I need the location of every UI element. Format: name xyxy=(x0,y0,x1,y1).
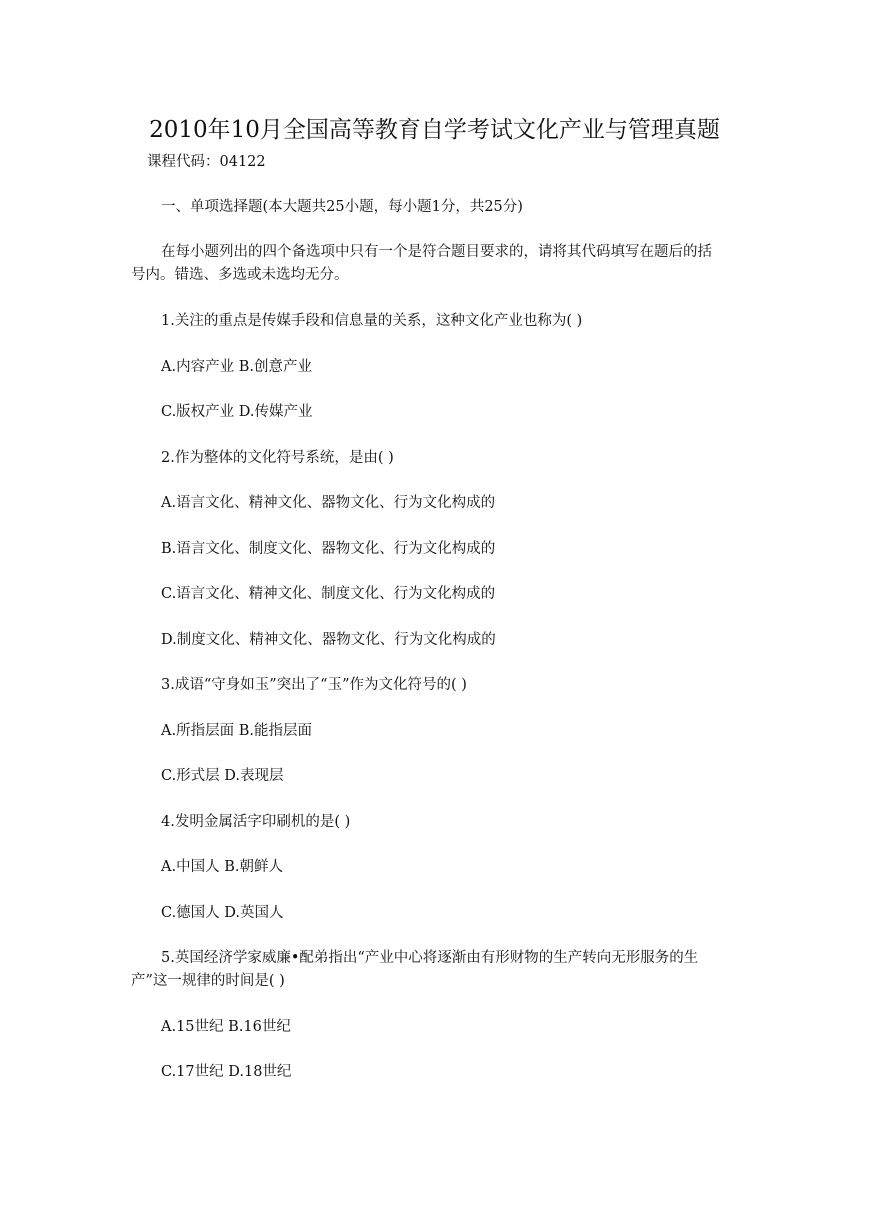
question-5-option-line: A.15世纪 B.16世纪 xyxy=(161,1019,291,1035)
question-5-option-line: C.17世纪 D.18世纪 xyxy=(161,1064,292,1080)
course-code: 课程代码：04122 xyxy=(147,154,266,170)
instructions-line-2: 号内。错选、多选或未选均无分。 xyxy=(131,267,349,283)
question-3-stem: 3.成语“守身如玉”突出了“玉”作为文化符号的( ) xyxy=(161,677,467,693)
question-2-stem: 2.作为整体的文化符号系统，是由( ) xyxy=(161,450,394,466)
question-4-option-line: C.德国人 D.英国人 xyxy=(161,905,284,921)
question-1-option-line: A.内容产业 B.创意产业 xyxy=(161,359,312,375)
question-2-option-d: D.制度文化、精神文化、器物文化、行为文化构成的 xyxy=(161,632,496,648)
question-4-option-line: A.中国人 B.朝鲜人 xyxy=(161,859,283,875)
question-2-option-a: A.语言文化、精神文化、器物文化、行为文化构成的 xyxy=(161,495,496,511)
page-title: 2010年10月全国高等教育自学考试文化产业与管理真题 xyxy=(149,117,720,143)
question-4-stem: 4.发明金属活字印刷机的是( ) xyxy=(161,814,351,830)
question-3-option-line: A.所指层面 B.能指层面 xyxy=(161,723,312,739)
question-1-stem: 1.关注的重点是传媒手段和信息量的关系，这种文化产业也称为( ) xyxy=(161,313,583,329)
instructions-line-1: 在每小题列出的四个备选项中只有一个是符合题目要求的，请将其代码填写在题后的括 xyxy=(161,244,712,260)
question-5-stem-line-2: 产”这一规律的时间是( ) xyxy=(131,973,285,989)
question-2-option-c: C.语言文化、精神文化、制度文化、行为文化构成的 xyxy=(161,586,496,602)
question-2-option-b: B.语言文化、制度文化、器物文化、行为文化构成的 xyxy=(161,541,496,557)
section-heading: 一、单项选择题(本大题共25小题，每小题1分，共25分) xyxy=(161,199,523,215)
question-3-option-line: C.形式层 D.表现层 xyxy=(161,768,284,784)
question-1-option-line: C.版权产业 D.传媒产业 xyxy=(161,404,313,420)
question-5-stem-line-1: 5.英国经济学家威廉•配弟指出“产业中心将逐渐由有形财物的生产转向无形服务的生 xyxy=(161,950,699,966)
